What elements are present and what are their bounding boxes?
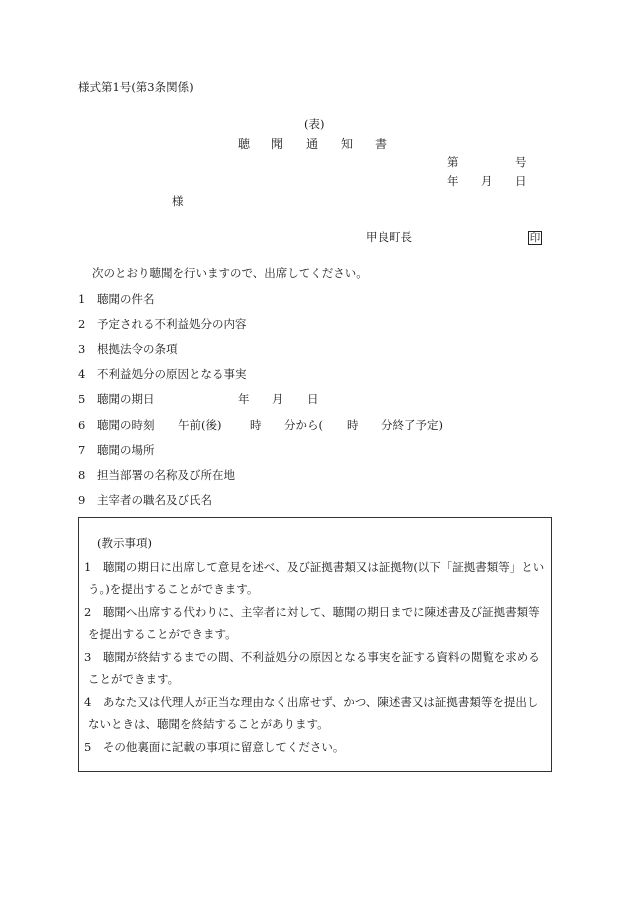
document-title	[238, 138, 387, 150]
doc-number-suffix: 号	[515, 155, 527, 169]
intro-text: 次のとおり聴聞を行いますので、出席してください。	[92, 266, 368, 280]
list-item	[78, 470, 235, 482]
item-label: 聴聞の期日	[97, 392, 155, 406]
notice-line: 4 あなた又は代理人が正当な理由なく出席せず、かつ、陳述書又は証拠書類等を提出し	[84, 695, 539, 709]
date-year: 年	[447, 174, 459, 188]
item-label: 不利益処分の原因となる事実	[97, 367, 247, 381]
item6-minute-start: 分から(	[284, 418, 323, 432]
item5-date-year: 年	[238, 392, 250, 406]
title-char: 知	[341, 137, 354, 151]
doc-number-prefix: 第	[447, 155, 459, 169]
notice-line: ないときは、聴聞を終結することがあります。	[88, 717, 329, 731]
item-number: 7	[78, 443, 86, 457]
item6-minute-end: 分終了予定)	[381, 418, 443, 432]
list-item	[78, 369, 247, 381]
item-number: 3	[78, 342, 86, 356]
item5-date-day: 日	[307, 392, 319, 406]
title-char: 書	[375, 137, 388, 151]
title-side: (表)	[304, 117, 325, 131]
item-number: 2	[78, 317, 86, 331]
date-day: 日	[515, 174, 527, 188]
item-number: 4	[78, 367, 86, 381]
list-item	[78, 344, 178, 356]
notice-line: 1 聴聞の期日に出席して意見を述べ、及び証拠書類又は証拠物(以下「証拠書類等」とい	[84, 560, 545, 574]
notice-line: 3 聴聞が終結するまでの間、不利益処分の原因となる事実を証する資料の閲覧を求める	[84, 650, 540, 664]
item6-ampm: 午前(後)	[178, 418, 222, 432]
item-number: 9	[78, 493, 86, 507]
item-number: 1	[78, 292, 86, 306]
notice-line: ことができます。	[88, 672, 180, 686]
notice-line: 2 聴聞へ出席する代わりに、主宰者に対して、聴聞の期日までに陳述書及び証拠書類等	[84, 605, 540, 619]
title-char: 通	[306, 137, 319, 151]
item6-hour-end: 時	[347, 418, 359, 432]
list-item	[78, 495, 212, 507]
list-item	[78, 420, 155, 432]
seal-mark: 印	[529, 232, 541, 244]
form-number: 様式第1号(第3条関係)	[78, 80, 194, 94]
item-number: 8	[78, 468, 86, 482]
item-number: 6	[78, 418, 86, 432]
item-label: 主宰者の職名及び氏名	[97, 493, 212, 507]
item-label: 担当部署の名称及び所在地	[97, 468, 235, 482]
item-label: 予定される不利益処分の内容	[97, 317, 247, 331]
list-item	[78, 394, 155, 406]
notice-line: う。)を提出することができます。	[88, 582, 259, 596]
item-label: 聴聞の時刻	[97, 418, 155, 432]
notice-line: 5 その他裏面に記載の事項に留意してください。	[84, 740, 345, 754]
item-label: 聴聞の場所	[97, 443, 155, 457]
addressee-honorific: 様	[172, 194, 184, 208]
notice-heading: (教示事項)	[97, 536, 152, 550]
item-number: 5	[78, 392, 86, 406]
item6-hour-start: 時	[250, 418, 262, 432]
list-item	[78, 445, 155, 457]
item-label: 根拠法令の条項	[97, 342, 178, 356]
title-char: 聴	[238, 137, 251, 151]
title-char: 聞	[271, 137, 284, 151]
notice-line: を提出することができます。	[88, 627, 237, 641]
date-month: 月	[481, 174, 493, 188]
list-item	[78, 294, 155, 306]
list-item	[78, 319, 247, 331]
item5-date-month: 月	[272, 392, 284, 406]
item-label: 聴聞の件名	[97, 292, 155, 306]
sender-title: 甲良町長	[366, 230, 412, 244]
notice-box	[78, 517, 552, 772]
